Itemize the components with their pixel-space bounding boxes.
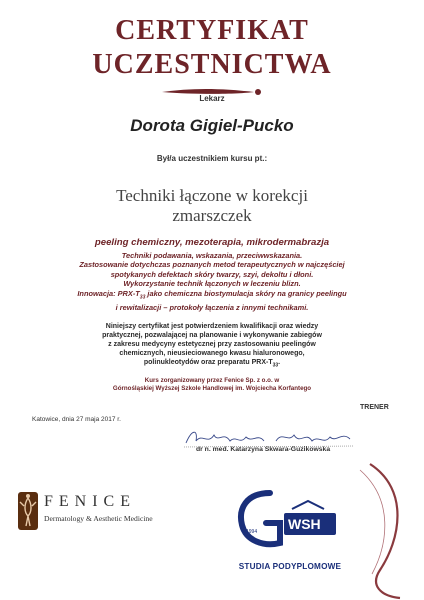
- course-title-line2: zmarszczek: [172, 206, 252, 225]
- organizer-text: [0, 377, 424, 393]
- fenice-logo-name: FENICE: [44, 493, 136, 510]
- description-line: spotykanych defektach skóry twarzy, szyi, dekoltu i dłoni.: [110, 269, 314, 279]
- confirmation-line: chemicznych, nieusieciowanego kwasu hialuronowego,: [119, 350, 305, 357]
- confirmation-line: Niniejszy certyfikat jest potwierdzeniem kwalifikacji oraz wiedzy: [105, 323, 319, 330]
- svg-text:1994: 1994: [246, 529, 258, 535]
- fenice-logo-tagline: Dermatology & Aesthetic Medicine: [44, 514, 153, 523]
- gwsh-logo-subtitle: STUDIA PODYPLOMOWE: [238, 562, 342, 571]
- description-line: Zastosowanie dotychczas poznanych metod terapeutycznych w najczęściej: [79, 260, 345, 270]
- certificate-title-line1: CERTYFIKAT: [115, 15, 309, 46]
- trainer-label: TRENER: [360, 404, 389, 411]
- fenice-logo-emblem: [18, 492, 38, 530]
- confirmation-text: [0, 322, 424, 370]
- place-date: Katowice, dnia 27 maja 2017 r.: [32, 416, 121, 423]
- fenice-figure-icon: [18, 492, 38, 530]
- confirmation-last-line: polinukleotydów oraz preparatu PRX-$T_{33}$.: [143, 359, 281, 369]
- recipient-role: Lekarz: [199, 94, 225, 103]
- course-title-line1: Techniki łączone w korekcji: [116, 186, 308, 205]
- course-topics: peeling chemiczny, mezoterapia, mikrodermabrazja: [94, 237, 330, 248]
- description-line: Techniki podawania, wskazania, przeciwwskazania.: [121, 251, 303, 260]
- recipient-name: Dorota Gigiel-Pucko: [130, 116, 294, 135]
- innovation-line1: Innowacja: PRX-$T_{33}$ jako chemiczna biostymulacja skóry na granicy peelingu: [77, 288, 347, 301]
- gwsh-logo: [232, 487, 342, 559]
- confirmation-line: praktycznej, pozwalającej na planowanie i wykonywanie zabiegów: [102, 332, 322, 339]
- organizer-line2: Górnośląskiej Wyższej Szkole Handlowej im. Wojciecha Korfantego: [112, 385, 312, 392]
- description-line: Wykorzystanie technik łączonych w leczeniu blizn.: [123, 279, 301, 289]
- attended-text: Był/a uczestnikiem kursu pt.:: [156, 154, 268, 163]
- trainer-name: dr n. med. Katarzyna Skwara-Guzikowska: [196, 446, 331, 453]
- confirmation-line: z zakresu medycyny estetycznej przy zastosowaniu peelingów: [108, 341, 316, 348]
- course-description: [0, 251, 424, 312]
- decorative-swirl: [330, 460, 420, 600]
- svg-text:WSH: WSH: [288, 516, 321, 532]
- certificate-title-line2: UCZESTNICTWA: [92, 49, 332, 80]
- innovation-line2: i rewitalizacji – protokoły łączenia z innymi technikami.: [115, 302, 309, 312]
- organizer-line1: Kurs zorganizowany przez Fenice Sp. z o.o. w: [144, 377, 280, 384]
